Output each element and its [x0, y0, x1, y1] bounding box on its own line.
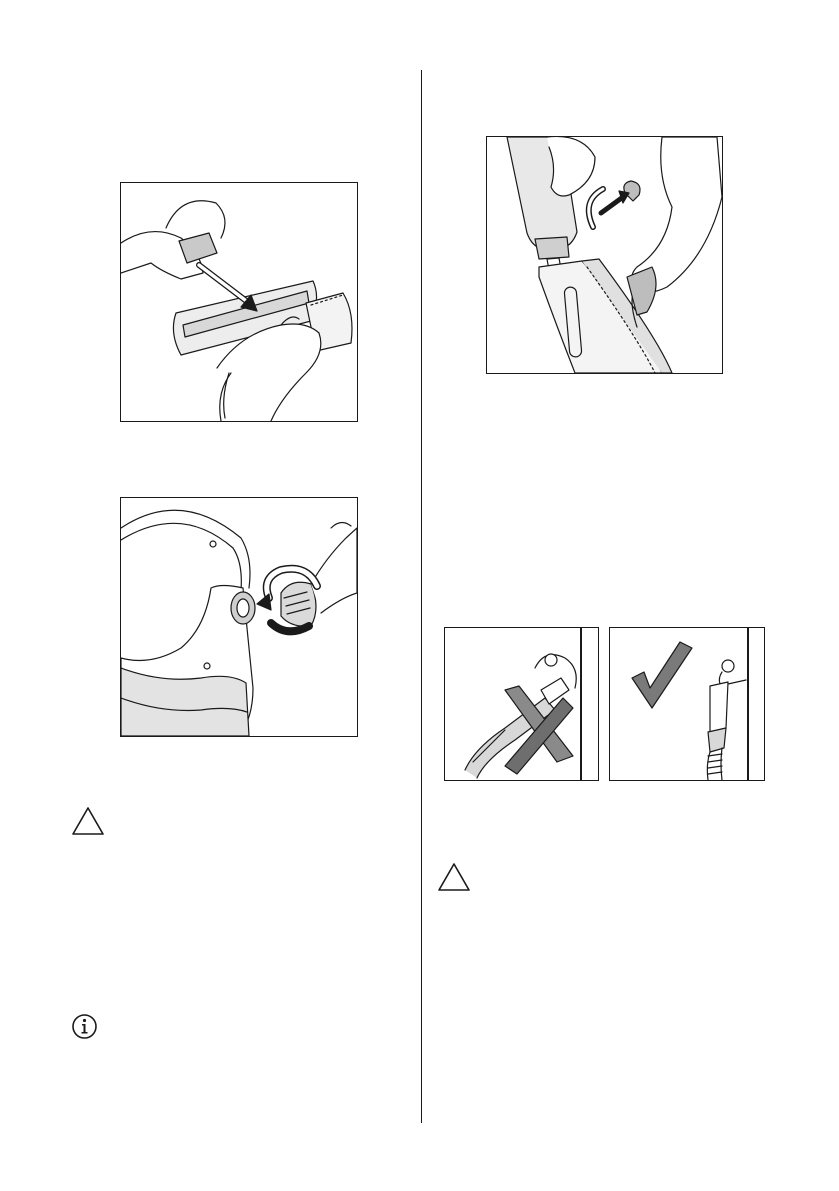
warning-triangle-icon: [437, 862, 471, 892]
illustration-correct-hose-position-drawing: [610, 628, 764, 780]
column-divider: [421, 70, 422, 1123]
illustration-fill-water: [486, 136, 723, 374]
illustration-attach-roller: [120, 182, 358, 422]
illustration-fill-water-drawing: [487, 137, 722, 373]
illustration-connect-hose-drawing: [121, 498, 357, 736]
illustration-correct-hose-position: [609, 627, 765, 781]
illustration-wrong-hose-position-drawing: [445, 628, 598, 780]
illustration-attach-roller-drawing: [121, 183, 357, 421]
illustration-wrong-hose-position: [444, 627, 599, 781]
illustration-connect-hose: [120, 497, 358, 737]
warning-triangle-icon: [71, 806, 105, 836]
info-icon: [71, 1013, 98, 1040]
